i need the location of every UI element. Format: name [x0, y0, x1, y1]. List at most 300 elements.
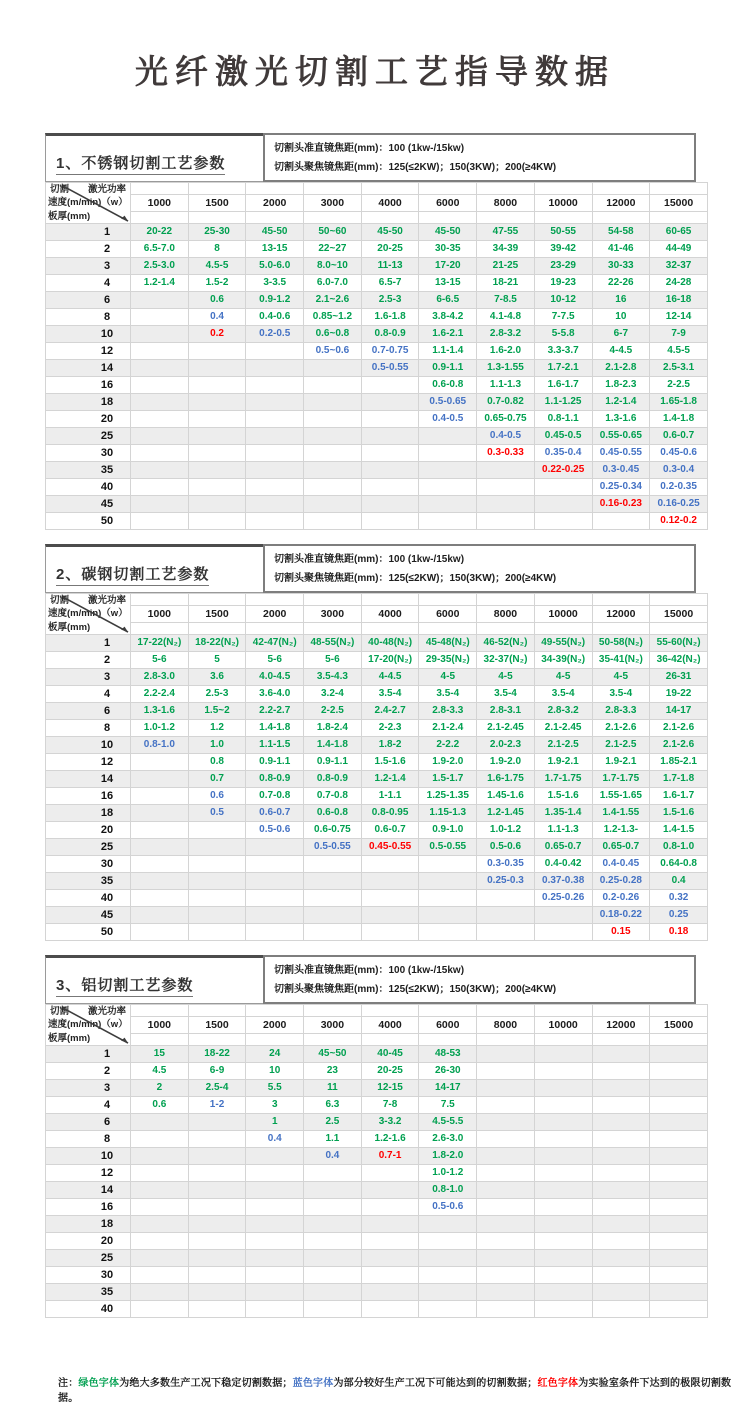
data-cell [131, 839, 189, 856]
table-row [46, 1063, 708, 1080]
data-cell [419, 428, 477, 445]
header-spacer [419, 1005, 477, 1017]
data-cell: 30-35 [419, 241, 477, 258]
corner-cut-label: 切割 [50, 595, 70, 606]
data-cell: 24 [246, 1046, 304, 1063]
data-cell: 0.25-0.26 [534, 890, 592, 907]
thickness-cell: 2 [46, 1063, 131, 1080]
data-cell: 1.5-1.6 [534, 788, 592, 805]
data-cell [131, 343, 189, 360]
table-row [46, 1131, 708, 1148]
data-cell: 4.5-5 [188, 258, 246, 275]
header-spacer [592, 623, 650, 635]
data-cell [188, 394, 246, 411]
corner-speed-label: 速度(m/min)（w） [48, 197, 128, 208]
data-cell [592, 1097, 650, 1114]
table-row [46, 703, 708, 720]
data-cell: 2.1-2.5 [534, 737, 592, 754]
data-cell: 60-65 [650, 224, 708, 241]
data-cell [246, 479, 304, 496]
data-cell: 1.4-1.8 [304, 737, 362, 754]
power-header-cell: 8000 [477, 1017, 535, 1034]
data-cell [131, 856, 189, 873]
header-spacer [534, 623, 592, 635]
data-cell: 3.5-4.3 [304, 669, 362, 686]
data-cell [131, 805, 189, 822]
data-cell: 2.2-2.4 [131, 686, 189, 703]
data-cell [304, 496, 362, 513]
data-cell [419, 496, 477, 513]
data-cell: 5-6 [304, 652, 362, 669]
lens-info-box [263, 955, 696, 1004]
data-cell [131, 462, 189, 479]
data-cell [188, 360, 246, 377]
data-cell [419, 1267, 477, 1284]
data-cell [419, 513, 477, 530]
header-spacer [419, 212, 477, 224]
data-cell [534, 1301, 592, 1318]
data-cell [246, 394, 304, 411]
data-cell: 7-7.5 [534, 309, 592, 326]
section-head [45, 955, 708, 1004]
data-cell: 1.45-1.6 [477, 788, 535, 805]
data-cell [131, 1182, 189, 1199]
data-cell: 32-37(N₂) [477, 652, 535, 669]
thickness-cell: 14 [46, 1182, 131, 1199]
data-cell: 45~50 [304, 1046, 362, 1063]
header-spacer [361, 594, 419, 606]
data-cell: 5.0-6.0 [246, 258, 304, 275]
corner-cut-label: 切割 [50, 1006, 70, 1017]
power-header-cell: 1500 [188, 195, 246, 212]
data-cell [592, 1216, 650, 1233]
data-cell [477, 1199, 535, 1216]
corner-cut-label: 切割 [50, 184, 70, 195]
data-cell: 1.9-2.0 [419, 754, 477, 771]
data-cell [246, 343, 304, 360]
data-cell: 23 [304, 1063, 362, 1080]
table-row [46, 1097, 708, 1114]
table-row [46, 856, 708, 873]
data-cell [534, 479, 592, 496]
data-cell: 1.0-1.2 [419, 1165, 477, 1182]
data-cell: 4-4.5 [592, 343, 650, 360]
diagonal-divider [46, 1005, 130, 1045]
data-cell: 0.7 [188, 771, 246, 788]
data-cell: 50-58(N₂) [592, 635, 650, 652]
data-cell [477, 907, 535, 924]
data-cell [477, 1097, 535, 1114]
data-cell: 2.0-2.3 [477, 737, 535, 754]
header-spacer [650, 594, 708, 606]
carbon-steel-table [45, 593, 708, 941]
data-cell [246, 924, 304, 941]
data-cell: 3.5-4 [534, 686, 592, 703]
data-cell [477, 1182, 535, 1199]
data-cell: 2.8-3.3 [419, 703, 477, 720]
data-cell: 1.5~2 [188, 703, 246, 720]
data-cell [131, 924, 189, 941]
footnote-color-term: 绿色字体 [78, 1378, 120, 1389]
data-cell: 39-42 [534, 241, 592, 258]
power-header-cell: 6000 [419, 606, 477, 623]
data-cell: 4-4.5 [361, 669, 419, 686]
table-row [46, 1250, 708, 1267]
data-cell [592, 1233, 650, 1250]
data-cell [246, 1233, 304, 1250]
info-line-focusing: 切割头聚焦镜焦距(mm)：125(≤2KW)；150(3KW)；200(≥4KW) [274, 983, 557, 995]
data-cell: 0.8-0.9 [304, 771, 362, 788]
data-cell: 0.2 [188, 326, 246, 343]
data-cell: 0.9-1.1 [304, 754, 362, 771]
data-cell: 1.6-2.1 [419, 326, 477, 343]
data-cell [188, 890, 246, 907]
header-spacer [477, 594, 535, 606]
header-spacer [534, 594, 592, 606]
power-header-cell: 1500 [188, 606, 246, 623]
header-spacer [592, 212, 650, 224]
data-cell: 10 [592, 309, 650, 326]
data-cell: 4-5 [477, 669, 535, 686]
data-cell: 0.8-1.0 [131, 737, 189, 754]
data-cell: 5-5.8 [534, 326, 592, 343]
data-cell: 2-2.3 [361, 720, 419, 737]
header-spacer [131, 212, 189, 224]
data-cell: 1.6-2.0 [477, 343, 535, 360]
data-cell [419, 856, 477, 873]
data-cell [246, 445, 304, 462]
data-cell [131, 479, 189, 496]
table-row [46, 788, 708, 805]
data-cell: 1.5-1.6 [650, 805, 708, 822]
header-spacer [477, 183, 535, 195]
data-cell [246, 1216, 304, 1233]
data-cell: 2.1-2.6 [650, 720, 708, 737]
data-cell: 0.4 [188, 309, 246, 326]
data-cell: 0.18-0.22 [592, 907, 650, 924]
data-cell [361, 428, 419, 445]
data-cell: 29-35(N₂) [419, 652, 477, 669]
data-cell: 0.18 [650, 924, 708, 941]
data-cell [361, 1199, 419, 1216]
data-cell [477, 1250, 535, 1267]
data-cell [650, 1148, 708, 1165]
data-cell [361, 1165, 419, 1182]
data-cell [131, 1131, 189, 1148]
thickness-cell: 12 [46, 343, 131, 360]
data-cell: 2.1-2.8 [592, 360, 650, 377]
data-cell: 23-29 [534, 258, 592, 275]
lens-info-box [263, 133, 696, 182]
data-cell: 6-6.5 [419, 292, 477, 309]
data-cell [477, 1216, 535, 1233]
table-row [46, 292, 708, 309]
data-cell [188, 924, 246, 941]
data-cell [477, 1080, 535, 1097]
data-cell: 34-39(N₂) [534, 652, 592, 669]
data-cell: 1.8-2.4 [304, 720, 362, 737]
data-cell [534, 1267, 592, 1284]
data-cell [361, 1233, 419, 1250]
table-row [46, 411, 708, 428]
data-cell: 0.32 [650, 890, 708, 907]
thickness-cell: 14 [46, 771, 131, 788]
data-cell [477, 1233, 535, 1250]
data-cell: 47-55 [477, 224, 535, 241]
data-cell [650, 1233, 708, 1250]
data-cell [361, 1216, 419, 1233]
data-cell: 4.1-4.8 [477, 309, 535, 326]
data-cell [188, 873, 246, 890]
data-cell [477, 1284, 535, 1301]
data-cell [131, 1148, 189, 1165]
header-spacer [361, 1034, 419, 1046]
power-header-cell: 8000 [477, 606, 535, 623]
data-cell [477, 513, 535, 530]
data-cell [188, 1148, 246, 1165]
data-cell [188, 856, 246, 873]
data-cell: 3 [246, 1097, 304, 1114]
thickness-cell: 1 [46, 1046, 131, 1063]
thickness-cell: 1 [46, 224, 131, 241]
table-row [46, 1199, 708, 1216]
footnote-text: 为部分较好生产工况下可能达到的切割数据； [333, 1378, 538, 1389]
data-cell [477, 1131, 535, 1148]
header-spacer [246, 623, 304, 635]
table-row [46, 224, 708, 241]
thickness-cell: 40 [46, 890, 131, 907]
data-cell: 1.9-2.1 [592, 754, 650, 771]
data-cell: 1.1-1.4 [419, 343, 477, 360]
data-cell: 0.8-1.0 [419, 1182, 477, 1199]
diagonal-divider [46, 594, 130, 634]
thickness-cell: 20 [46, 1233, 131, 1250]
table-row [46, 241, 708, 258]
data-cell: 1.7-1.8 [650, 771, 708, 788]
table-row [46, 479, 708, 496]
data-cell [650, 1199, 708, 1216]
header-spacer [534, 1005, 592, 1017]
table-row [46, 873, 708, 890]
thickness-cell: 6 [46, 292, 131, 309]
data-cell [188, 1216, 246, 1233]
table-row [46, 445, 708, 462]
thickness-cell: 30 [46, 856, 131, 873]
header-spacer [188, 1034, 246, 1046]
header-spacer [188, 212, 246, 224]
data-cell [361, 496, 419, 513]
data-cell: 0.7-0.8 [304, 788, 362, 805]
data-cell [592, 1046, 650, 1063]
data-cell [304, 1199, 362, 1216]
header-spacer [188, 623, 246, 635]
header-spacer [246, 212, 304, 224]
axis-corner-cell [46, 594, 131, 635]
thickness-cell: 40 [46, 479, 131, 496]
data-cell: 0.4 [650, 873, 708, 890]
data-cell: 8.0~10 [304, 258, 362, 275]
data-cell [361, 890, 419, 907]
table-row [46, 1301, 708, 1318]
data-cell: 5-6 [246, 652, 304, 669]
data-cell: 2.2-2.7 [246, 703, 304, 720]
data-cell: 0.8-1.0 [650, 839, 708, 856]
data-cell: 6.5-7 [361, 275, 419, 292]
table-row [46, 822, 708, 839]
data-cell [188, 1250, 246, 1267]
data-cell [650, 1301, 708, 1318]
data-cell [592, 1131, 650, 1148]
data-cell: 19-23 [534, 275, 592, 292]
page-title: 光纤激光切割工艺指导数据 [135, 53, 615, 90]
data-cell: 2.1-2.6 [650, 737, 708, 754]
table-row [46, 309, 708, 326]
data-cell: 1.4-1.5 [650, 822, 708, 839]
data-cell [361, 479, 419, 496]
data-cell [534, 1233, 592, 1250]
data-cell: 18-22 [188, 1046, 246, 1063]
data-cell: 0.12-0.2 [650, 513, 708, 530]
data-cell [188, 377, 246, 394]
data-cell [361, 907, 419, 924]
data-cell: 0.6 [188, 788, 246, 805]
data-cell: 1.6-1.7 [650, 788, 708, 805]
data-cell [188, 1165, 246, 1182]
power-header-cell: 15000 [650, 606, 708, 623]
thickness-cell: 2 [46, 652, 131, 669]
corner-speed-label: 速度(m/min)（w） [48, 608, 128, 619]
data-cell [188, 428, 246, 445]
thickness-cell: 18 [46, 1216, 131, 1233]
data-cell: 6-7 [592, 326, 650, 343]
data-cell: 6.5-7.0 [131, 241, 189, 258]
data-cell: 0.45-0.55 [361, 839, 419, 856]
data-cell [419, 1233, 477, 1250]
section-head [45, 133, 708, 182]
power-header-cell: 10000 [534, 1017, 592, 1034]
data-cell [188, 496, 246, 513]
info-line-focusing: 切割头聚焦镜焦距(mm)：125(≤2KW)；150(3KW)；200(≥4KW) [274, 161, 557, 173]
data-cell: 2.1~2.6 [304, 292, 362, 309]
table-row [46, 513, 708, 530]
aluminum-table [45, 1004, 708, 1318]
thickness-cell: 35 [46, 873, 131, 890]
data-cell [246, 462, 304, 479]
data-cell: 0.37-0.38 [534, 873, 592, 890]
thickness-cell: 10 [46, 1148, 131, 1165]
thickness-cell: 4 [46, 1097, 131, 1114]
data-cell [419, 479, 477, 496]
data-cell: 20-25 [361, 1063, 419, 1080]
data-cell: 1.4-1.55 [592, 805, 650, 822]
data-cell: 2.8-3.1 [477, 703, 535, 720]
thickness-cell: 6 [46, 1114, 131, 1131]
data-cell: 2.5-3 [188, 686, 246, 703]
header-spacer [477, 1005, 535, 1017]
data-cell [592, 1284, 650, 1301]
data-cell [131, 1114, 189, 1131]
data-cell: 0.5~0.6 [304, 343, 362, 360]
corner-thickness-label: 板厚(mm) [48, 1033, 91, 1044]
data-cell [534, 1199, 592, 1216]
data-cell [361, 377, 419, 394]
data-cell: 1.9-2.0 [477, 754, 535, 771]
thickness-cell: 45 [46, 907, 131, 924]
data-cell [131, 1216, 189, 1233]
data-cell: 20-25 [361, 241, 419, 258]
data-cell: 10 [246, 1063, 304, 1080]
data-cell [304, 1284, 362, 1301]
table-row [46, 686, 708, 703]
data-cell [361, 856, 419, 873]
data-cell [304, 394, 362, 411]
table-row [46, 805, 708, 822]
data-cell: 1.2-1.4 [361, 771, 419, 788]
data-cell: 2.1-2.45 [534, 720, 592, 737]
data-cell [650, 1216, 708, 1233]
data-cell [650, 1114, 708, 1131]
data-cell [304, 462, 362, 479]
data-cell: 2.8-3.3 [592, 703, 650, 720]
data-cell [419, 924, 477, 941]
thickness-cell: 8 [46, 1131, 131, 1148]
data-cell [419, 1284, 477, 1301]
data-cell: 3.2-4 [304, 686, 362, 703]
data-cell: 1.15-1.3 [419, 805, 477, 822]
table-row [46, 377, 708, 394]
data-cell: 4.5-5.5 [419, 1114, 477, 1131]
data-cell: 41-46 [592, 241, 650, 258]
power-header-cell: 3000 [304, 1017, 362, 1034]
header-spacer [592, 183, 650, 195]
data-cell: 0.4-0.42 [534, 856, 592, 873]
data-cell [592, 1080, 650, 1097]
process-table [45, 1004, 708, 1318]
thickness-cell: 8 [46, 309, 131, 326]
data-cell [361, 411, 419, 428]
data-cell [477, 924, 535, 941]
data-cell [304, 1165, 362, 1182]
data-cell: 32-37 [650, 258, 708, 275]
header-spacer [650, 1005, 708, 1017]
data-cell [188, 1284, 246, 1301]
table-row [46, 652, 708, 669]
data-cell: 46-52(N₂) [477, 635, 535, 652]
data-cell: 3.5-4 [361, 686, 419, 703]
power-header-cell: 6000 [419, 1017, 477, 1034]
header-spacer [131, 183, 189, 195]
data-cell [246, 1301, 304, 1318]
table-row [46, 1165, 708, 1182]
footnote-text: 为实验室条件下达到的极限切割数据。 [58, 1378, 732, 1404]
data-cell [361, 1267, 419, 1284]
data-cell [131, 1267, 189, 1284]
data-cell [131, 411, 189, 428]
thickness-cell: 3 [46, 258, 131, 275]
thickness-cell: 50 [46, 924, 131, 941]
data-cell [131, 377, 189, 394]
data-cell: 0.5-0.55 [361, 360, 419, 377]
data-cell: 0.22-0.25 [534, 462, 592, 479]
data-cell: 1.8-2 [361, 737, 419, 754]
data-cell [534, 1080, 592, 1097]
data-cell: 1.65-1.8 [650, 394, 708, 411]
stainless-steel-table [45, 182, 708, 530]
data-cell [592, 1114, 650, 1131]
data-cell: 48-53 [419, 1046, 477, 1063]
thickness-cell: 20 [46, 822, 131, 839]
data-cell [361, 445, 419, 462]
